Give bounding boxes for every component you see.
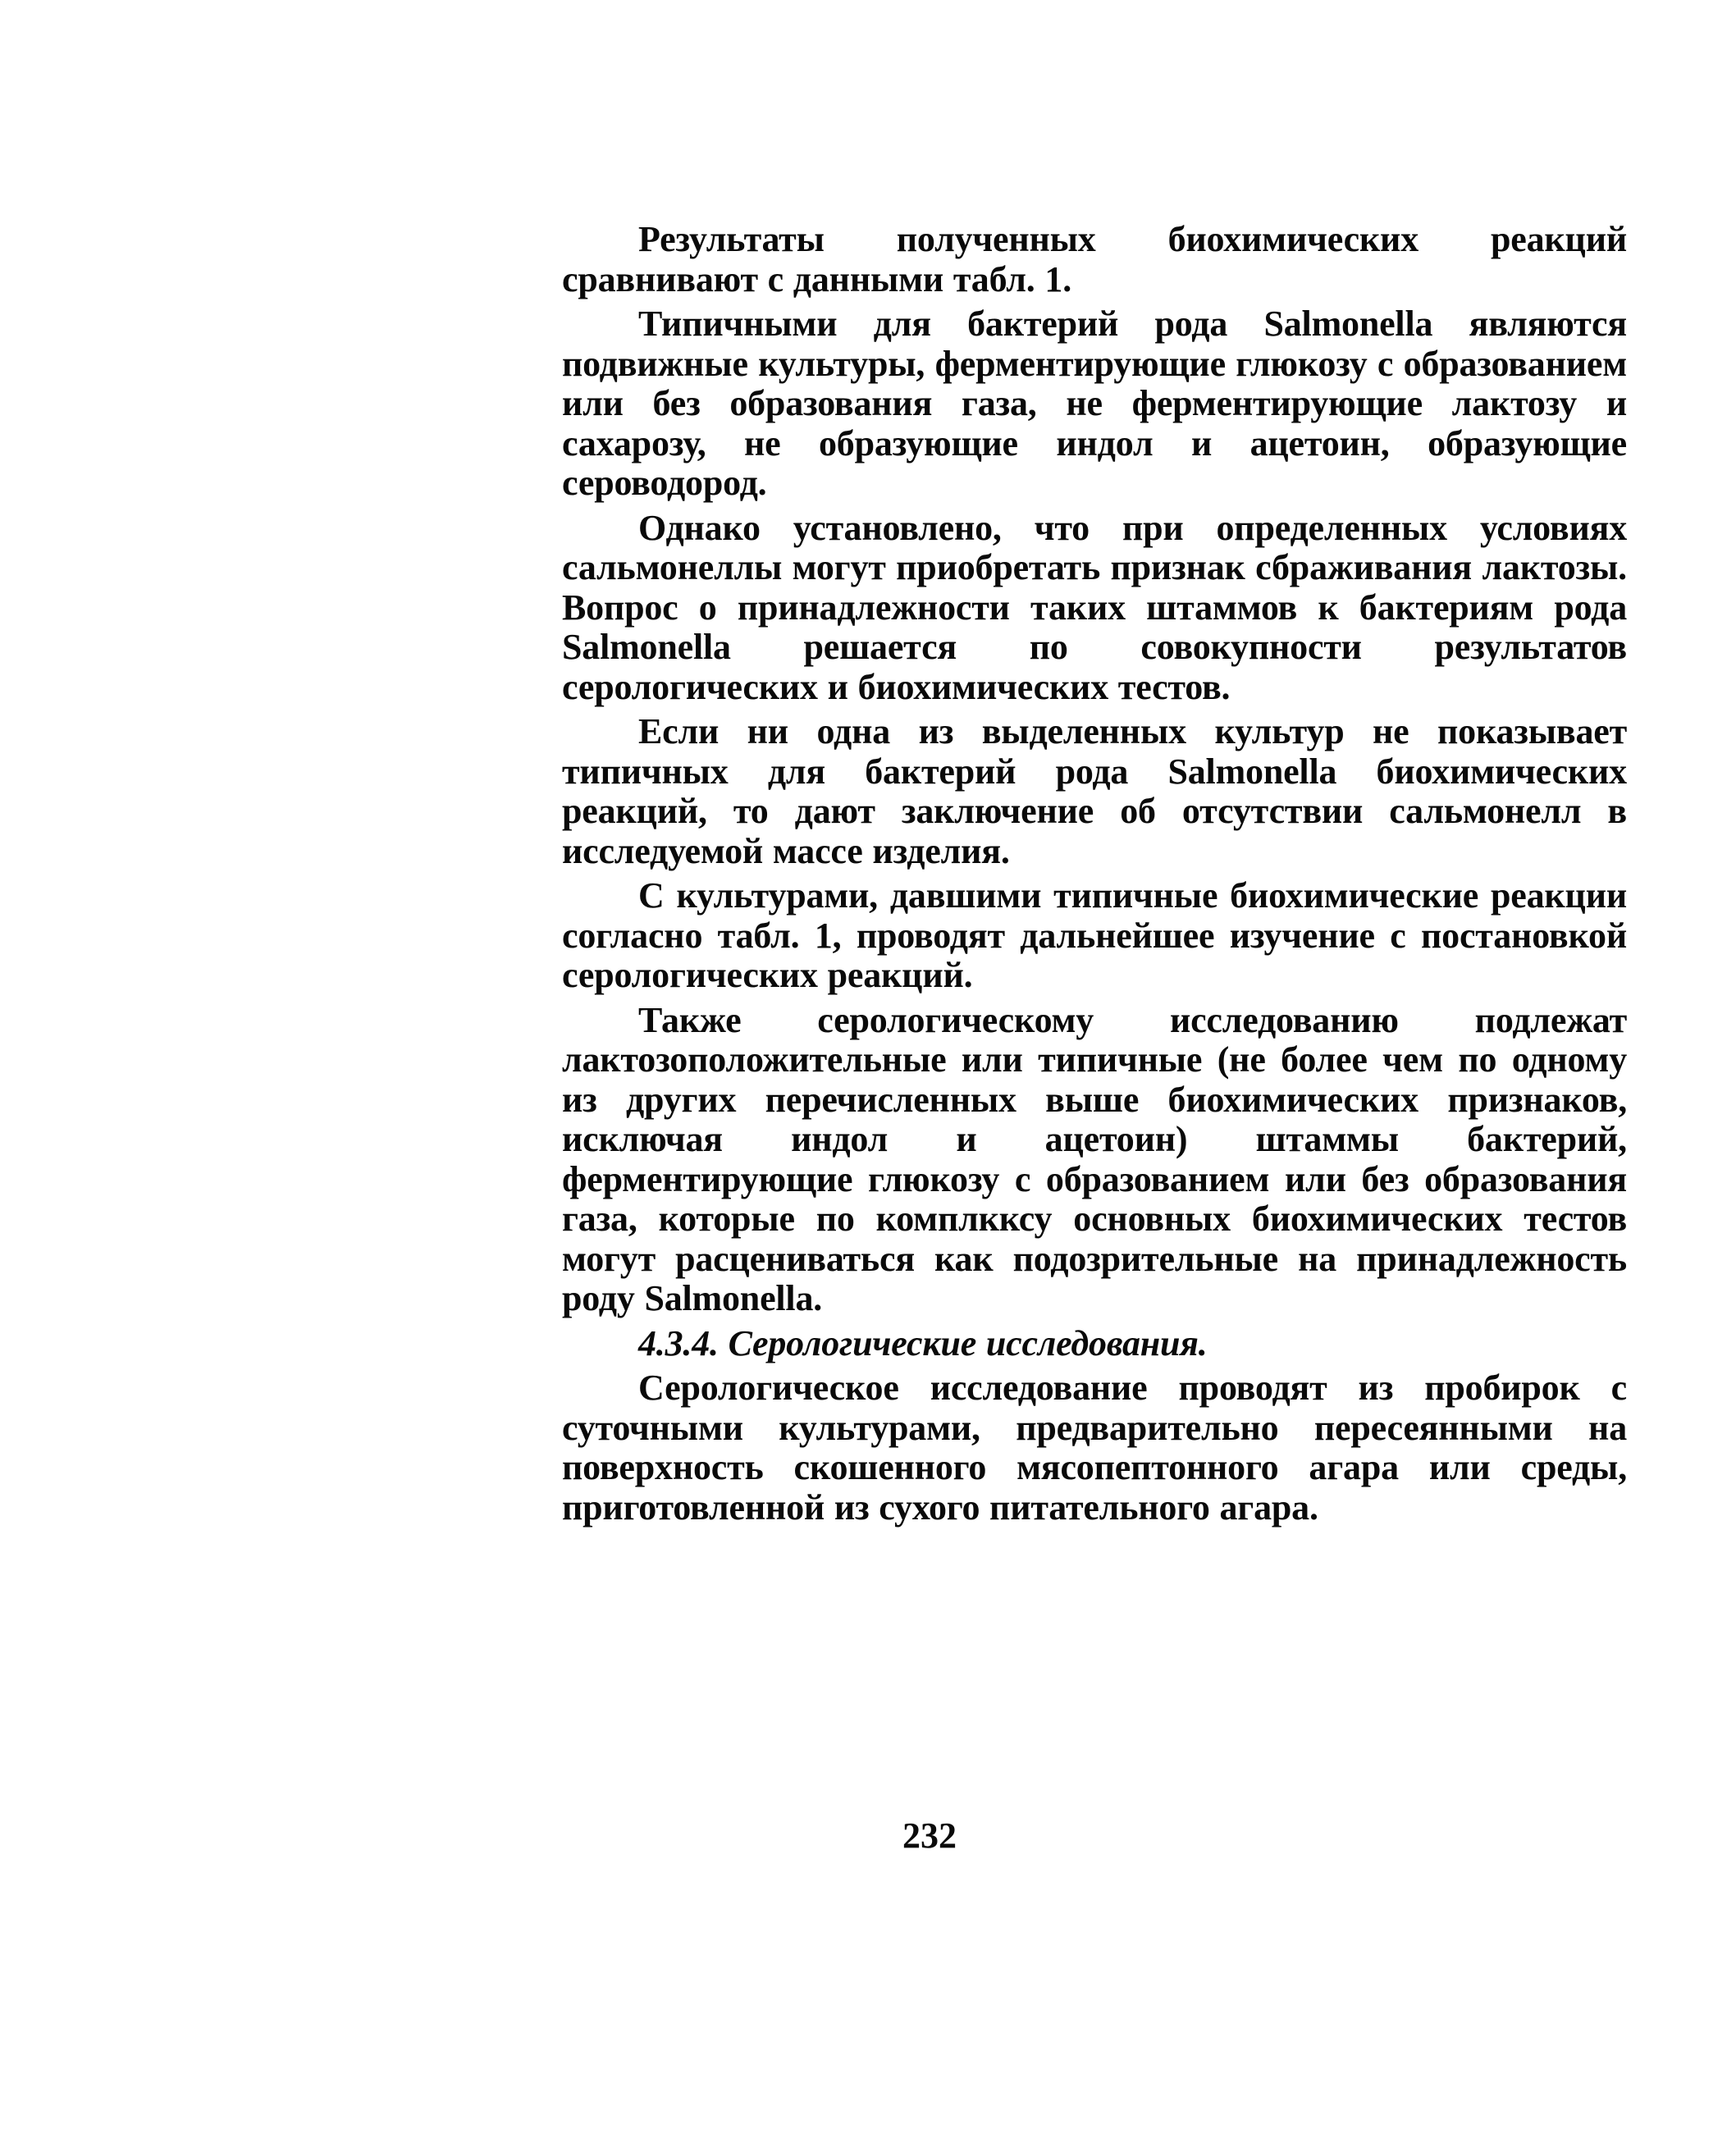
page-number: 232 (902, 1815, 957, 1856)
paragraph-serological-subject: Также серологическому исследованию подлежат лактозоположительные или типичные (не более чем по одному из других перечисленных выше биохимических признаков, исключая индол и ацетоин) штаммы бактерий, ферментирующие глюкозу с образованием или без образования газа, которые по комплкксу основных биохимических тестов могут расцениваться как подозрительные на принадлежность роду Salmonella. (562, 999, 1627, 1318)
paragraph-further-study: С культурами, давшими типичные биохимические реакции согласно табл. 1, проводят дальнейшее изучение с постановкой серологических реакций. (562, 875, 1627, 995)
paragraph-typical-cultures: Типичными для бактерий рода Salmonella являются подвижные культуры, ферментирующие глюкозу с образованием или без образования газа, не ферментирующие лактозу и сахарозу, не образующие индол и ацетоин, образующие сероводород. (562, 304, 1627, 503)
section-heading: 4.3.4. Серологические исследования. (638, 1322, 1208, 1363)
paragraph-results: Результаты полученных биохимических реакций сравнивают с данными табл. 1. (562, 219, 1627, 299)
paragraph-lactose-fermentation: Однако установлено, что при определенных условиях сальмонеллы могут приобретать признак сбраживания лактозы. Вопрос о принадлежности таких штаммов к бактериям рода Salmonella решается по совокупности результатов серологических и биохимических тестов. (562, 507, 1627, 707)
paragraph-no-typical-reactions: Если ни одна из выделенных культур не показывает типичных для бактерий рода Salmonella биохимических реакций, то дают заключение об отсутствии сальмонелл в исследуемой массе изделия. (562, 711, 1627, 871)
body-text (562, 220, 1627, 1532)
paragraph-serological-method: Серологическое исследование проводят из пробирок с суточными культурами, предварительно пересеянными на поверхность скошенного мясопептонного агара или среды, приготовленной из сухого питательного агара. (562, 1368, 1627, 1528)
